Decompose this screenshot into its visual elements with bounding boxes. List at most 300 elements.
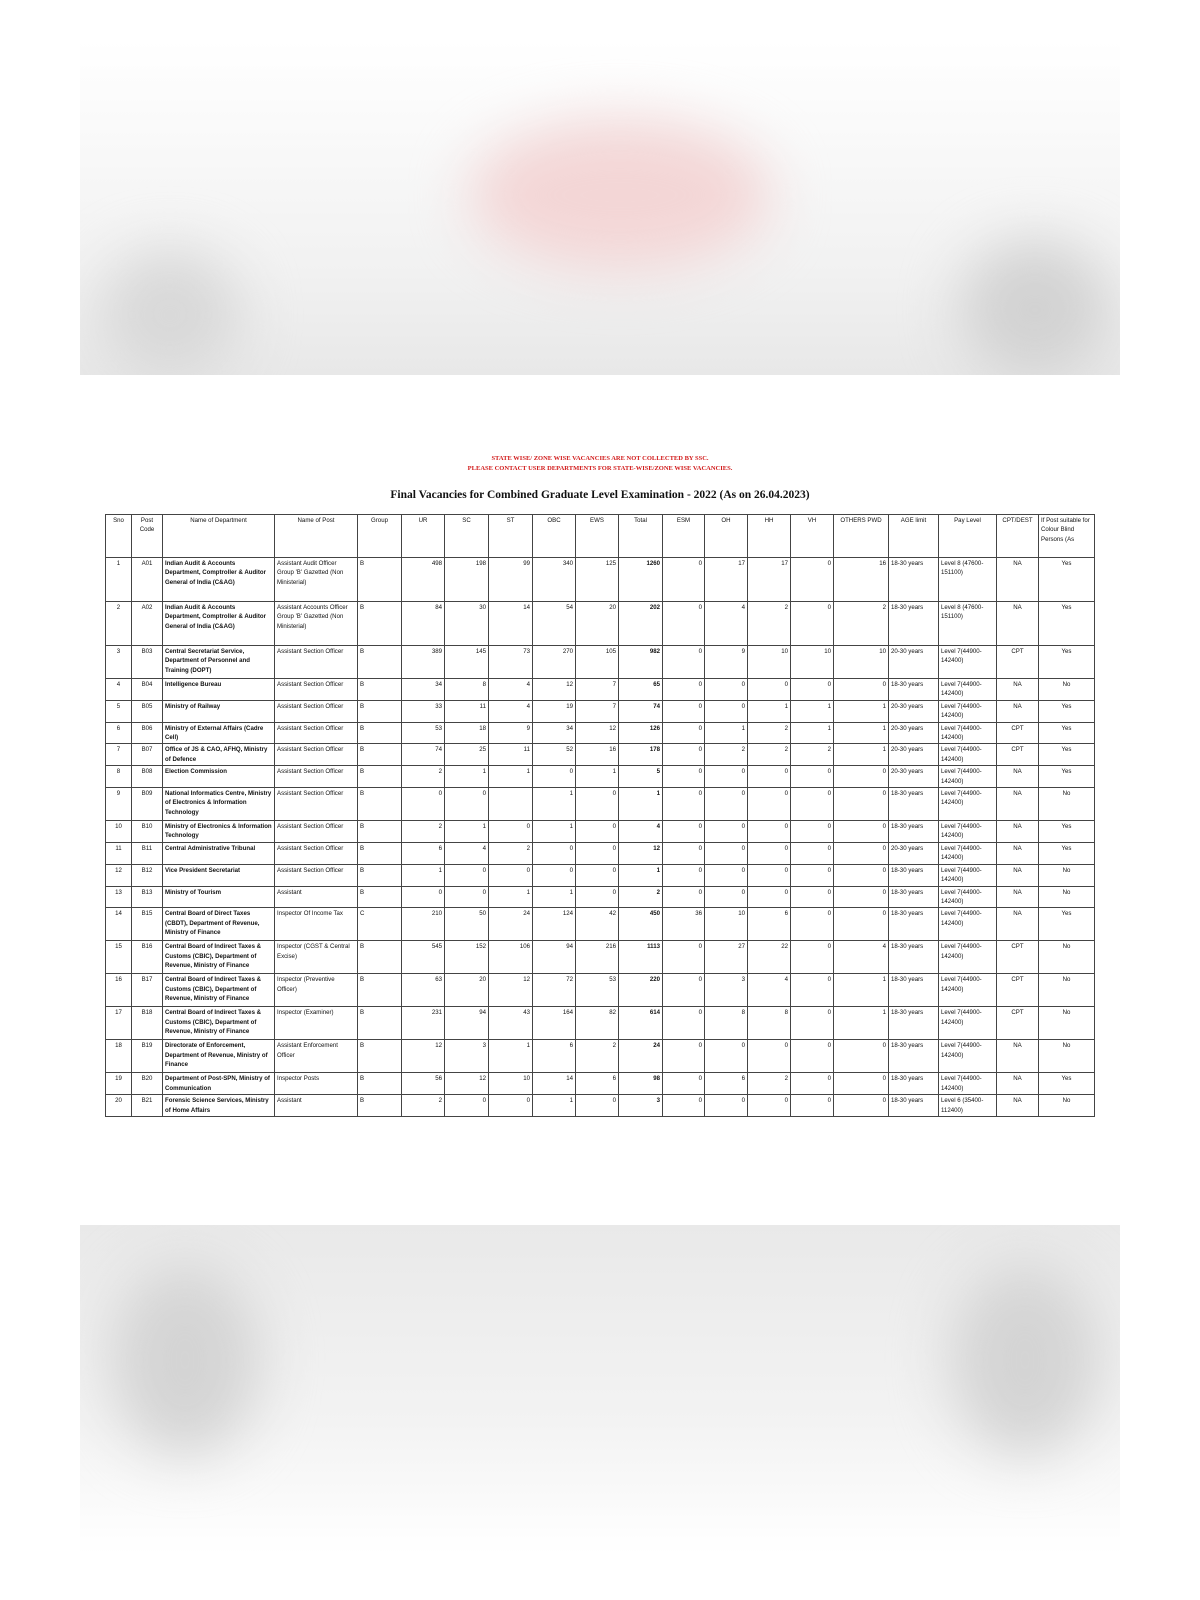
table-cell: 2 xyxy=(834,602,889,646)
table-cell: B13 xyxy=(132,886,163,908)
table-cell: Assistant Section Officer xyxy=(275,679,358,701)
table-cell: 0 xyxy=(834,1073,889,1095)
table-cell: 0 xyxy=(834,788,889,821)
table-cell: Assistant Enforcement Officer xyxy=(275,1040,358,1073)
table-cell: 0 xyxy=(663,864,705,886)
table-cell: Intelligence Bureau xyxy=(163,679,275,701)
table-cell: 19 xyxy=(533,700,576,722)
table-cell: Level 7(44900-142400) xyxy=(939,974,997,1007)
table-cell: 0 xyxy=(834,864,889,886)
table-cell: 15 xyxy=(106,941,132,974)
table-cell: 18-30 years xyxy=(889,679,939,701)
column-header: Name of Post xyxy=(275,515,358,558)
table-cell: 4 xyxy=(705,602,748,646)
table-cell: 0 xyxy=(663,646,705,679)
table-cell: Level 8 (47600-151100) xyxy=(939,558,997,602)
table-cell: B xyxy=(358,886,402,908)
table-cell: 17 xyxy=(705,558,748,602)
table-cell: 0 xyxy=(705,788,748,821)
table-cell: 11 xyxy=(489,744,533,766)
table-cell: 1 xyxy=(834,1007,889,1040)
table-cell: 216 xyxy=(576,941,619,974)
table-cell: 1 xyxy=(106,558,132,602)
table-cell: 0 xyxy=(748,1040,791,1073)
table-cell: 6 xyxy=(748,908,791,941)
table-cell: 0 xyxy=(748,821,791,843)
table-cell: 1 xyxy=(705,722,748,744)
table-cell: 0 xyxy=(445,886,489,908)
table-cell: 498 xyxy=(402,558,445,602)
table-cell: 18-30 years xyxy=(889,1095,939,1117)
table-cell: 0 xyxy=(663,722,705,744)
table-cell: 42 xyxy=(576,908,619,941)
table-cell: Yes xyxy=(1039,1073,1095,1095)
table-cell: 0 xyxy=(663,788,705,821)
table-cell: 0 xyxy=(791,821,834,843)
table-row xyxy=(106,788,1095,821)
table-cell: NA xyxy=(997,1095,1039,1117)
table-cell: CPT xyxy=(997,722,1039,744)
table-cell: 0 xyxy=(663,1073,705,1095)
table-cell: No xyxy=(1039,1040,1095,1073)
table-cell: 18-30 years xyxy=(889,908,939,941)
table-row xyxy=(106,941,1095,974)
table-cell: 14 xyxy=(489,602,533,646)
table-cell: Assistant xyxy=(275,886,358,908)
table-cell: 18-30 years xyxy=(889,1040,939,1073)
table-cell: 0 xyxy=(791,679,834,701)
table-cell: Level 7(44900-142400) xyxy=(939,1073,997,1095)
table-cell: Central Administrative Tribunal xyxy=(163,842,275,864)
table-cell: 20-30 years xyxy=(889,700,939,722)
table-cell: 0 xyxy=(533,842,576,864)
table-cell: 11 xyxy=(106,842,132,864)
table-cell: Level 7(44900-142400) xyxy=(939,886,997,908)
table-cell: 50 xyxy=(445,908,489,941)
table-cell: B xyxy=(358,646,402,679)
table-cell: No xyxy=(1039,941,1095,974)
table-cell: 1 xyxy=(445,821,489,843)
table-cell: Assistant Section Officer xyxy=(275,700,358,722)
table-cell: 3 xyxy=(619,1095,663,1117)
table-cell: 9 xyxy=(705,646,748,679)
table-cell: B xyxy=(358,821,402,843)
table-cell: 2 xyxy=(106,602,132,646)
table-cell: 0 xyxy=(748,766,791,788)
table-cell: 220 xyxy=(619,974,663,1007)
table-cell: NA xyxy=(997,821,1039,843)
table-cell: 2 xyxy=(402,821,445,843)
table-cell: 84 xyxy=(402,602,445,646)
table-row xyxy=(106,821,1095,843)
table-cell: 0 xyxy=(533,864,576,886)
table-cell: 0 xyxy=(445,864,489,886)
table-cell: B09 xyxy=(132,788,163,821)
table-cell: Yes xyxy=(1039,646,1095,679)
table-cell: 0 xyxy=(663,700,705,722)
table-cell: 3 xyxy=(705,974,748,1007)
table-cell: 18-30 years xyxy=(889,602,939,646)
table-cell: 10 xyxy=(791,646,834,679)
table-cell: 12 xyxy=(445,1073,489,1095)
table-cell: B xyxy=(358,766,402,788)
table-cell: A01 xyxy=(132,558,163,602)
table-cell: NA xyxy=(997,1073,1039,1095)
table-cell: 9 xyxy=(489,722,533,744)
table-cell: 0 xyxy=(834,886,889,908)
table-cell: 982 xyxy=(619,646,663,679)
table-cell: 98 xyxy=(619,1073,663,1095)
table-cell: 0 xyxy=(663,886,705,908)
table-cell: 1260 xyxy=(619,558,663,602)
table-cell: Assistant Accounts Officer Group 'B' Gazetted (Non Ministerial) xyxy=(275,602,358,646)
table-cell: 0 xyxy=(791,908,834,941)
table-cell: 1 xyxy=(619,788,663,821)
table-cell: B20 xyxy=(132,1073,163,1095)
table-cell: Central Board of Direct Taxes (CBDT), Department of Revenue, Ministry of Finance xyxy=(163,908,275,941)
table-cell: Indian Audit & Accounts Department, Comptroller & Auditor General of India (C&AG) xyxy=(163,602,275,646)
table-row xyxy=(106,744,1095,766)
table-cell: 0 xyxy=(576,788,619,821)
table-cell: B08 xyxy=(132,766,163,788)
table-cell: 0 xyxy=(834,908,889,941)
table-cell: CPT xyxy=(997,744,1039,766)
table-cell: 53 xyxy=(402,722,445,744)
table-cell: 0 xyxy=(791,602,834,646)
table-cell: 450 xyxy=(619,908,663,941)
table-cell: 1 xyxy=(533,1095,576,1117)
table-cell: 8 xyxy=(445,679,489,701)
blurred-left-smudge xyxy=(100,250,240,375)
table-cell: 74 xyxy=(402,744,445,766)
table-cell: B05 xyxy=(132,700,163,722)
notice-line-2: PLEASE CONTACT USER DEPARTMENTS FOR STATE-WISE/ZONE WISE VACANCIES. xyxy=(467,464,733,472)
table-cell: Directorate of Enforcement, Department of Revenue, Ministry of Finance xyxy=(163,1040,275,1073)
table-row xyxy=(106,1095,1095,1117)
table-cell: Level 7(44900-142400) xyxy=(939,700,997,722)
table-cell: 0 xyxy=(402,886,445,908)
table-cell: 18-30 years xyxy=(889,886,939,908)
table-cell: 18-30 years xyxy=(889,821,939,843)
table-cell: 6 xyxy=(533,1040,576,1073)
table-cell: 2 xyxy=(402,1095,445,1117)
table-cell: NA xyxy=(997,788,1039,821)
table-cell: 9 xyxy=(106,788,132,821)
table-cell: Ministry of Tourism xyxy=(163,886,275,908)
table-cell: 0 xyxy=(791,1095,834,1117)
blurred-preview-bottom xyxy=(80,1225,1120,1555)
table-cell: Department of Post-SPN, Ministry of Communication xyxy=(163,1073,275,1095)
table-cell: 1 xyxy=(834,974,889,1007)
table-cell: B xyxy=(358,700,402,722)
table-cell: 0 xyxy=(748,1095,791,1117)
table-cell: CPT xyxy=(997,941,1039,974)
table-cell: 94 xyxy=(445,1007,489,1040)
table-cell: 8 xyxy=(106,766,132,788)
table-cell: 18-30 years xyxy=(889,1073,939,1095)
table-cell: 231 xyxy=(402,1007,445,1040)
vacancy-table xyxy=(105,514,1095,1117)
table-cell: 73 xyxy=(489,646,533,679)
table-cell: 0 xyxy=(748,842,791,864)
table-cell: 10 xyxy=(489,1073,533,1095)
table-cell: Assistant Section Officer xyxy=(275,646,358,679)
table-cell: Assistant Section Officer xyxy=(275,744,358,766)
table-cell: B xyxy=(358,602,402,646)
table-cell: 2 xyxy=(705,744,748,766)
table-cell: Level 6 (35400-112400) xyxy=(939,1095,997,1117)
table-cell: 53 xyxy=(576,974,619,1007)
table-cell: 0 xyxy=(791,766,834,788)
table-cell: 27 xyxy=(705,941,748,974)
table-cell: 6 xyxy=(106,722,132,744)
table-cell: 1 xyxy=(791,700,834,722)
table-cell: 0 xyxy=(791,864,834,886)
table-cell: No xyxy=(1039,1095,1095,1117)
column-header: If Post suitable for Colour Blind Persons (As xyxy=(1039,515,1095,558)
table-cell: 270 xyxy=(533,646,576,679)
table-cell: 545 xyxy=(402,941,445,974)
column-header: SC xyxy=(445,515,489,558)
table-cell: 18-30 years xyxy=(889,941,939,974)
table-cell: Inspector (CGST & Central Excise) xyxy=(275,941,358,974)
table-cell: 14 xyxy=(106,908,132,941)
table-cell: 8 xyxy=(705,1007,748,1040)
table-cell: NA xyxy=(997,679,1039,701)
table-cell: 4 xyxy=(834,941,889,974)
table-cell: 3 xyxy=(445,1040,489,1073)
table-cell: 340 xyxy=(533,558,576,602)
table-cell: 0 xyxy=(834,842,889,864)
table-cell: 0 xyxy=(748,864,791,886)
table-cell: No xyxy=(1039,864,1095,886)
table-cell: Assistant Section Officer xyxy=(275,788,358,821)
blurred-right-smudge xyxy=(960,240,1110,375)
table-cell: 1113 xyxy=(619,941,663,974)
table-cell: 0 xyxy=(489,1095,533,1117)
table-cell: Central Board of Indirect Taxes & Customs (CBIC), Department of Revenue, Ministry of Finance xyxy=(163,974,275,1007)
table-cell: 1 xyxy=(533,886,576,908)
table-cell: B xyxy=(358,679,402,701)
table-cell: 0 xyxy=(705,700,748,722)
table-cell: 17 xyxy=(748,558,791,602)
table-cell: 2 xyxy=(748,744,791,766)
table-cell: 0 xyxy=(705,766,748,788)
table-cell: 2 xyxy=(489,842,533,864)
table-cell: 0 xyxy=(705,821,748,843)
table-cell: 0 xyxy=(663,941,705,974)
blurred-red-smudge xyxy=(470,120,770,270)
table-cell: 198 xyxy=(445,558,489,602)
table-cell: 18-30 years xyxy=(889,974,939,1007)
table-cell: 0 xyxy=(748,788,791,821)
table-cell: 2 xyxy=(576,1040,619,1073)
table-cell: Level 7(44900-142400) xyxy=(939,744,997,766)
table-cell: 54 xyxy=(533,602,576,646)
table-cell: 0 xyxy=(791,788,834,821)
blurred-right-smudge-bottom xyxy=(950,1265,1100,1455)
table-cell: 18-30 years xyxy=(889,864,939,886)
table-cell: 74 xyxy=(619,700,663,722)
table-cell: 72 xyxy=(533,974,576,1007)
table-cell: 0 xyxy=(576,1095,619,1117)
table-cell: Forensic Science Services, Ministry of Home Affairs xyxy=(163,1095,275,1117)
table-cell: NA xyxy=(997,766,1039,788)
table-cell: 126 xyxy=(619,722,663,744)
ssc-notice xyxy=(0,454,1200,473)
table-cell: B xyxy=(358,1040,402,1073)
table-cell: 12 xyxy=(489,974,533,1007)
table-cell: 2 xyxy=(791,744,834,766)
table-cell: 52 xyxy=(533,744,576,766)
table-cell: 0 xyxy=(663,679,705,701)
table-cell: 0 xyxy=(663,842,705,864)
table-cell: 0 xyxy=(791,974,834,1007)
table-cell: 4 xyxy=(106,679,132,701)
table-cell: 0 xyxy=(705,1040,748,1073)
table-cell: Assistant Audit Officer Group 'B' Gazetted (Non Ministerial) xyxy=(275,558,358,602)
table-cell: B11 xyxy=(132,842,163,864)
table-cell: 3 xyxy=(106,646,132,679)
table-row xyxy=(106,974,1095,1007)
table-cell: 5 xyxy=(619,766,663,788)
table-cell: Assistant xyxy=(275,1095,358,1117)
column-header: AGE limit xyxy=(889,515,939,558)
table-cell: 25 xyxy=(445,744,489,766)
table-cell: 210 xyxy=(402,908,445,941)
table-cell: 0 xyxy=(834,766,889,788)
table-cell: B xyxy=(358,941,402,974)
table-cell: NA xyxy=(997,842,1039,864)
table-cell: Yes xyxy=(1039,722,1095,744)
table-cell: 14 xyxy=(533,1073,576,1095)
column-header: OH xyxy=(705,515,748,558)
table-cell: 1 xyxy=(533,821,576,843)
table-cell: B xyxy=(358,842,402,864)
blurred-preview-top xyxy=(80,40,1120,375)
table-row xyxy=(106,1040,1095,1073)
table-cell: B xyxy=(358,558,402,602)
table-row xyxy=(106,602,1095,646)
table-cell: CPT xyxy=(997,646,1039,679)
table-cell: 6 xyxy=(402,842,445,864)
table-cell: B18 xyxy=(132,1007,163,1040)
table-cell: 94 xyxy=(533,941,576,974)
table-cell: 0 xyxy=(705,842,748,864)
table-cell: 614 xyxy=(619,1007,663,1040)
table-cell: 2 xyxy=(402,766,445,788)
table-cell: 12 xyxy=(106,864,132,886)
table-cell: 1 xyxy=(489,766,533,788)
table-cell: 1 xyxy=(748,700,791,722)
table-cell: 0 xyxy=(791,941,834,974)
table-cell: 0 xyxy=(748,886,791,908)
column-header: Pay Level xyxy=(939,515,997,558)
table-cell: Level 7(44900-142400) xyxy=(939,908,997,941)
table-cell: No xyxy=(1039,886,1095,908)
table-cell: 10 xyxy=(705,908,748,941)
table-row xyxy=(106,864,1095,886)
table-row xyxy=(106,679,1095,701)
table-cell: 389 xyxy=(402,646,445,679)
table-cell: 24 xyxy=(489,908,533,941)
column-header: VH xyxy=(791,515,834,558)
table-cell: 7 xyxy=(576,679,619,701)
table-cell: 18-30 years xyxy=(889,788,939,821)
table-cell: B07 xyxy=(132,744,163,766)
table-cell: Assistant Section Officer xyxy=(275,821,358,843)
table-cell: 0 xyxy=(663,821,705,843)
table-cell: B xyxy=(358,1095,402,1117)
table-cell: 82 xyxy=(576,1007,619,1040)
table-cell: 1 xyxy=(619,864,663,886)
table-cell: 0 xyxy=(663,744,705,766)
table-cell: 20 xyxy=(445,974,489,1007)
table-cell: Yes xyxy=(1039,766,1095,788)
table-cell: 1 xyxy=(533,788,576,821)
table-cell: 0 xyxy=(791,558,834,602)
table-cell: 19 xyxy=(106,1073,132,1095)
table-cell: 152 xyxy=(445,941,489,974)
table-cell: B04 xyxy=(132,679,163,701)
table-cell: 17 xyxy=(106,1007,132,1040)
table-cell: 12 xyxy=(576,722,619,744)
table-cell: No xyxy=(1039,788,1095,821)
table-cell: 0 xyxy=(705,679,748,701)
table-cell: 1 xyxy=(576,766,619,788)
table-cell: A02 xyxy=(132,602,163,646)
table-cell: 2 xyxy=(748,722,791,744)
table-cell: Yes xyxy=(1039,700,1095,722)
table-cell: 2 xyxy=(748,1073,791,1095)
table-cell: 7 xyxy=(576,700,619,722)
table-cell: 105 xyxy=(576,646,619,679)
table-cell: 16 xyxy=(834,558,889,602)
column-header: Name of Department xyxy=(163,515,275,558)
table-cell: B xyxy=(358,744,402,766)
table-row xyxy=(106,558,1095,602)
table-cell: Assistant Section Officer xyxy=(275,766,358,788)
column-header: ST xyxy=(489,515,533,558)
table-cell: Ministry of Railway xyxy=(163,700,275,722)
table-cell: 10 xyxy=(834,646,889,679)
table-cell: B06 xyxy=(132,722,163,744)
table-cell: 0 xyxy=(791,1073,834,1095)
table-cell: B03 xyxy=(132,646,163,679)
table-cell: Inspector (Preventive Officer) xyxy=(275,974,358,1007)
table-cell: Level 7(44900-142400) xyxy=(939,788,997,821)
table-cell: 13 xyxy=(106,886,132,908)
table-cell: 34 xyxy=(402,679,445,701)
table-cell: Vice President Secretariat xyxy=(163,864,275,886)
table-cell: Yes xyxy=(1039,602,1095,646)
table-cell: B xyxy=(358,864,402,886)
table-cell: Level 7(44900-142400) xyxy=(939,864,997,886)
table-cell: 4 xyxy=(748,974,791,1007)
table-cell: 8 xyxy=(748,1007,791,1040)
table-cell: Central Board of Indirect Taxes & Customs (CBIC), Department of Revenue, Ministry of Finance xyxy=(163,1007,275,1040)
table-cell: 12 xyxy=(533,679,576,701)
table-row xyxy=(106,646,1095,679)
table-cell: 0 xyxy=(533,766,576,788)
column-header: Group xyxy=(358,515,402,558)
table-cell: 0 xyxy=(576,821,619,843)
table-cell: 2 xyxy=(748,602,791,646)
table-cell: Level 7(44900-142400) xyxy=(939,1040,997,1073)
table-cell: Inspector (Examiner) xyxy=(275,1007,358,1040)
table-cell: 125 xyxy=(576,558,619,602)
table-cell: B16 xyxy=(132,941,163,974)
